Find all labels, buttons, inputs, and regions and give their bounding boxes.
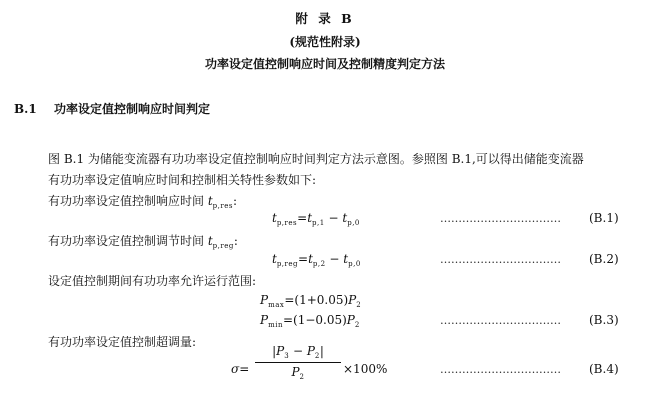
equals-sign: = — [298, 252, 309, 266]
equals-sign: = — [297, 211, 308, 225]
subscript-reg: p,reg — [276, 260, 299, 268]
subscript-p0: p,0 — [347, 219, 360, 227]
pmax-expression: =(1+0.05) — [284, 293, 349, 307]
leader-dots: …………………………… — [440, 363, 561, 376]
leader-dots: …………………………… — [440, 253, 561, 266]
equation-pmin — [260, 313, 360, 329]
appendix-type: (规范性附录) — [289, 35, 361, 49]
minus-sign: − — [325, 252, 340, 266]
abs-bar-left: | — [272, 344, 277, 358]
symbol-p: P — [260, 313, 269, 327]
symbol-t: t — [207, 194, 213, 208]
subscript-2: 2 — [356, 301, 362, 309]
subscript-2: 2 — [299, 373, 305, 381]
symbol-t: t — [307, 211, 313, 225]
main-title: 功率设定值控制响应时间及控制精度判定方法 — [204, 57, 445, 71]
response-time-text: 有功功率设定值控制响应时间 — [48, 194, 205, 208]
symbol-t: t — [343, 252, 349, 266]
minus-sign: − — [324, 211, 339, 225]
symbol-p: P — [348, 293, 357, 307]
times-hundred-percent: ×100% — [343, 362, 388, 376]
section-heading — [14, 100, 210, 117]
overshoot-label: 有功功率设定值控制超调量: — [48, 335, 197, 349]
subscript-2: 2 — [314, 352, 320, 360]
fraction-numerator — [255, 344, 341, 362]
colon: : — [233, 234, 238, 248]
symbol-p: P — [306, 344, 315, 358]
pmin-expression: =(1−0.05) — [282, 313, 347, 327]
symbol-p: P — [346, 313, 355, 327]
fraction-denominator — [255, 363, 341, 381]
equation-sigma-lhs — [231, 362, 249, 376]
allowed-range-label: 设定值控制期间有功功率允许运行范围: — [48, 274, 257, 288]
symbol-t: t — [272, 252, 277, 266]
equation-b1 — [272, 211, 360, 227]
leader-dots: …………………………… — [440, 314, 561, 327]
symbol-p: P — [260, 293, 269, 307]
subscript-p1: p,1 — [312, 219, 325, 227]
subscript-res: p,res — [212, 202, 233, 210]
abs-bar-right: | — [319, 344, 324, 358]
leader-dots: …………………………… — [440, 212, 561, 225]
equation-pmax — [260, 293, 361, 309]
subscript-res: p,res — [276, 219, 298, 227]
regulating-time-label — [48, 232, 238, 250]
subscript-p2: p,2 — [312, 260, 326, 268]
section-title: 功率设定值控制响应时间判定 — [54, 102, 211, 116]
equation-number-b2: (B.2) — [589, 252, 619, 266]
subscript-p0: p,0 — [348, 260, 361, 268]
subscript-reg: p,reg — [212, 242, 234, 250]
subscript-max: max — [268, 301, 285, 309]
appendix-title: 附 录 B — [295, 11, 355, 26]
subscript-2: 2 — [354, 321, 360, 329]
minus-sign: − — [289, 344, 307, 358]
equals-sign: = — [239, 362, 250, 376]
subscript-3: 3 — [284, 352, 290, 360]
equation-b2 — [272, 252, 361, 268]
paragraph-line-1: 图 B.1 为储能变流器有功功率设定值控制响应时间判定方法示意图。参照图 B.1,可以得出储能变流器 — [48, 152, 584, 166]
symbol-p: P — [291, 365, 300, 379]
symbol-p: P — [276, 344, 285, 358]
symbol-t: t — [308, 252, 313, 266]
colon: : — [232, 194, 238, 208]
regulating-time-text: 有功功率设定值控制调节时间 — [48, 234, 205, 248]
symbol-t: t — [342, 211, 348, 225]
paragraph-line-2: 有功功率设定值响应时间和控制相关特性参数如下: — [48, 173, 317, 187]
overshoot-fraction — [255, 344, 341, 381]
symbol-t: t — [207, 234, 213, 248]
symbol-sigma: σ — [231, 362, 240, 376]
equation-number-b3: (B.3) — [589, 313, 619, 327]
symbol-t: t — [272, 211, 277, 225]
equation-number-b4: (B.4) — [589, 362, 619, 376]
subscript-min: min — [268, 321, 283, 329]
section-number: B.1 — [14, 102, 37, 116]
response-time-label — [48, 192, 237, 210]
equation-number-b1: (B.1) — [589, 211, 619, 225]
